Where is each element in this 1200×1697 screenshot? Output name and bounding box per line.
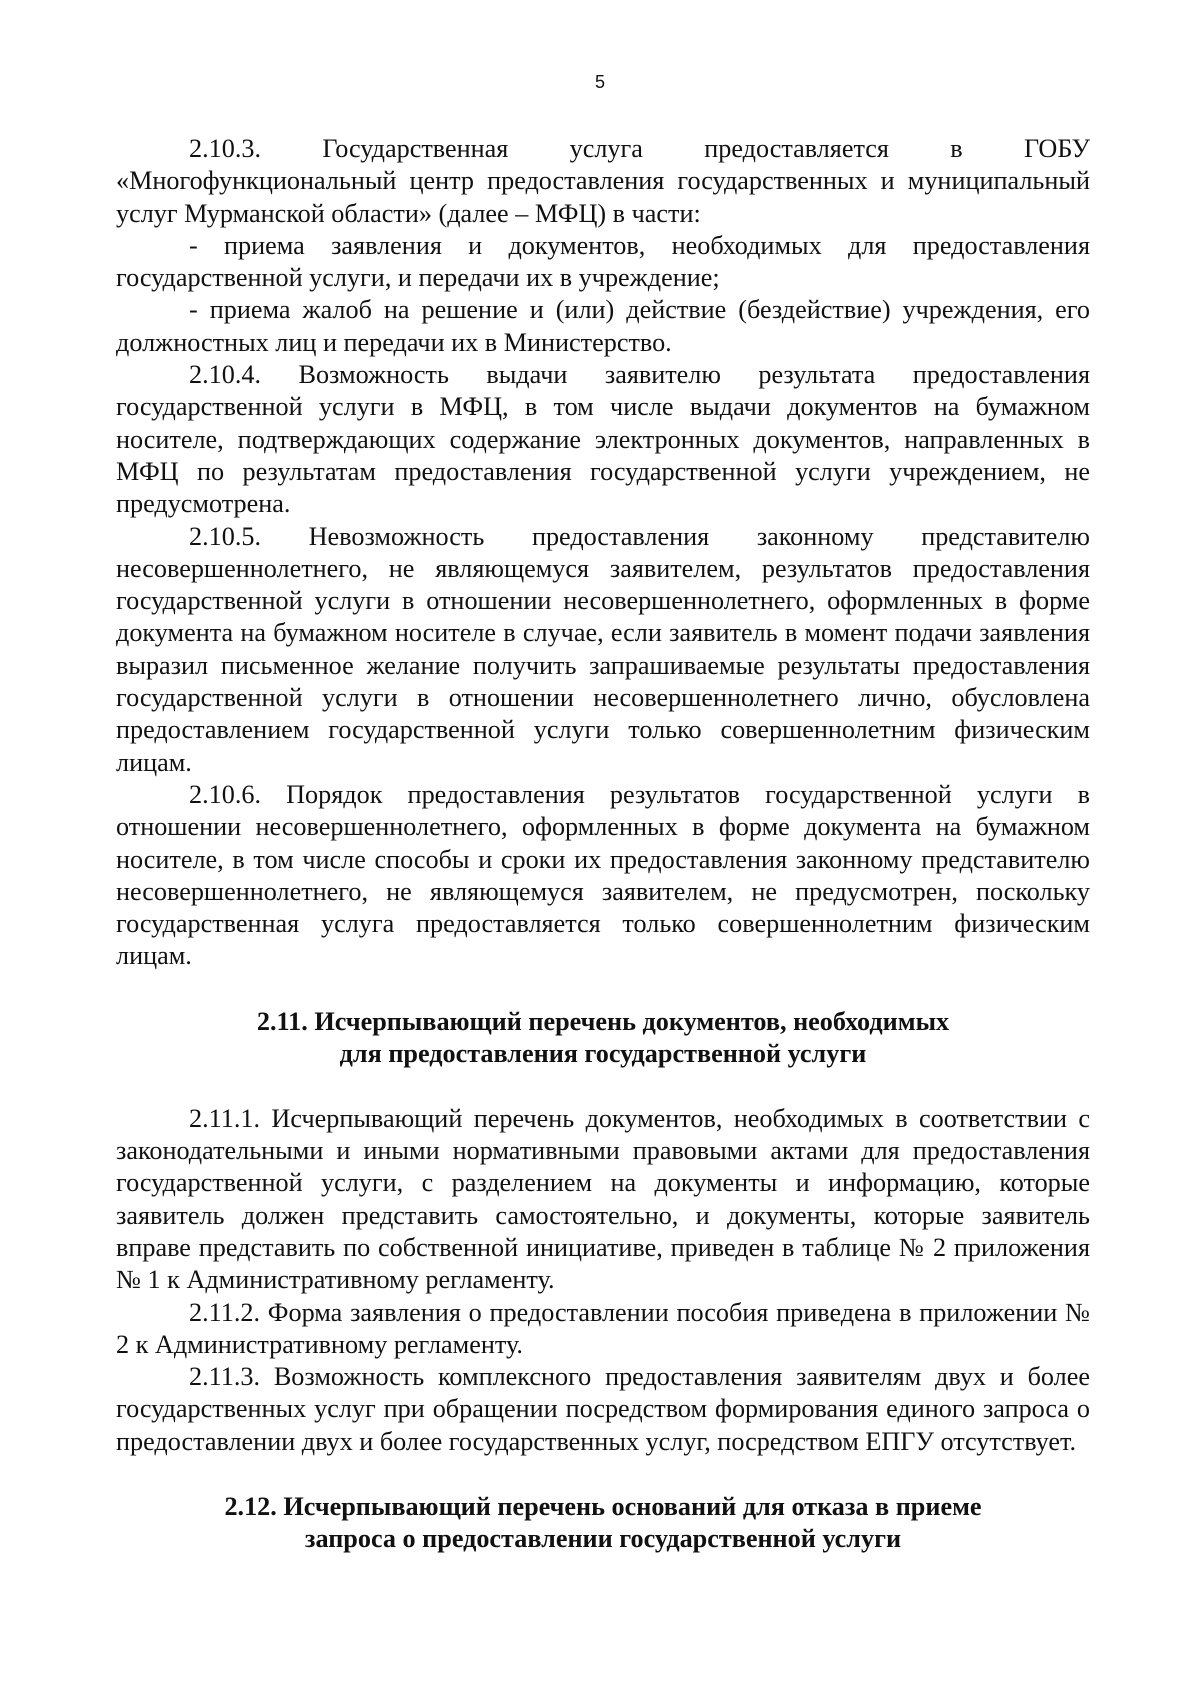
section-heading-2-11 [116, 1006, 1090, 1070]
paragraph-2-10-6: 2.10.6. Порядок предоставления результатов государственной услуги в отношении несовершеннолетнего, оформленных в форме документа на бумажном носителе, в том числе способы и сроки их предоставления законному представителю несовершеннолетнего, не являющемуся заявителем, не предусмотрен, поскольку государственная услуга предоставляется только совершеннолетним физическим лицам. [116, 779, 1090, 971]
paragraph-2-10-3: 2.10.3. Государственная услуга предоставляется в ГОБУ «Многофункциональный центр предоставления государственных и муниципальный услуг Мурманской области» (далее – МФЦ) в части: [116, 134, 1090, 228]
paragraph-2-10-5: 2.10.5. Невозможность предоставления законному представителю несовершеннолетнего, не являющемуся заявителем, результатов предоставления государственной услуги в отношении несовершеннолетнего, оформленных в форме документа на бумажном носителе в случае, если заявитель в момент подачи заявления выразил письменное желание получить запрашиваемые результаты предоставления государственной услуги в отношении несовершеннолетнего лично, обусловлена предоставлением государственной услуги только совершеннолетним физическим лицам. [116, 521, 1090, 777]
page-number: 5 [594, 72, 605, 92]
section-heading-2-12-line2: запроса о предоставлении государственной услуги [304, 1523, 902, 1553]
section-heading-2-12-line1: 2.12. Исчерпывающий перечень оснований для отказа в приеме [224, 1491, 982, 1521]
list-item-receive-applications: - приема заявления и документов, необходимых для предоставления государственной услуги, и передачи их в учреждение; [116, 230, 1090, 293]
paragraph-2-11-1: 2.11.1. Исчерпывающий перечень документов, необходимых в соответствии с законодательными и иными нормативными правовыми актами для предоставления государственной услуги, с разделением на документы и информацию, которые заявитель должен представить самостоятельно, и документы, которые заявитель вправе представить по собственной инициативе, приведен в таблице № 2 приложения № 1 к Административному регламенту. [116, 1103, 1090, 1295]
list-item-receive-complaints: - приема жалоб на решение и (или) действие (бездействие) учреждения, его должностных лиц и передачи их в Министерство. [116, 295, 1090, 357]
section-heading-2-11-line2: для предоставления государственной услуги [339, 1038, 867, 1068]
section-heading-2-11-line1: 2.11. Исчерпывающий перечень документов, необходимых [256, 1006, 950, 1036]
section-heading-2-12 [116, 1491, 1090, 1555]
paragraph-2-10-4: 2.10.4. Возможность выдачи заявителю результата предоставления государственной услуги в МФЦ, в том числе выдачи документов на бумажном носителе, подтверждающих содержание электронных документов, направленных в МФЦ по результатам предоставления государственной услуги учреждением, не предусмотрена. [116, 360, 1090, 519]
paragraph-2-11-3: 2.11.3. Возможность комплексного предоставления заявителям двух и более государственных услуг при обращении посредством формирования единого запроса о предоставлении двух и более государственных услуг, посредством ЕПГУ отсутствует. [116, 1362, 1090, 1456]
page-content [116, 133, 1090, 1555]
paragraph-2-11-2: 2.11.2. Форма заявления о предоставлении пособия приведена в приложении № 2 к Административному регламенту. [116, 1297, 1090, 1359]
